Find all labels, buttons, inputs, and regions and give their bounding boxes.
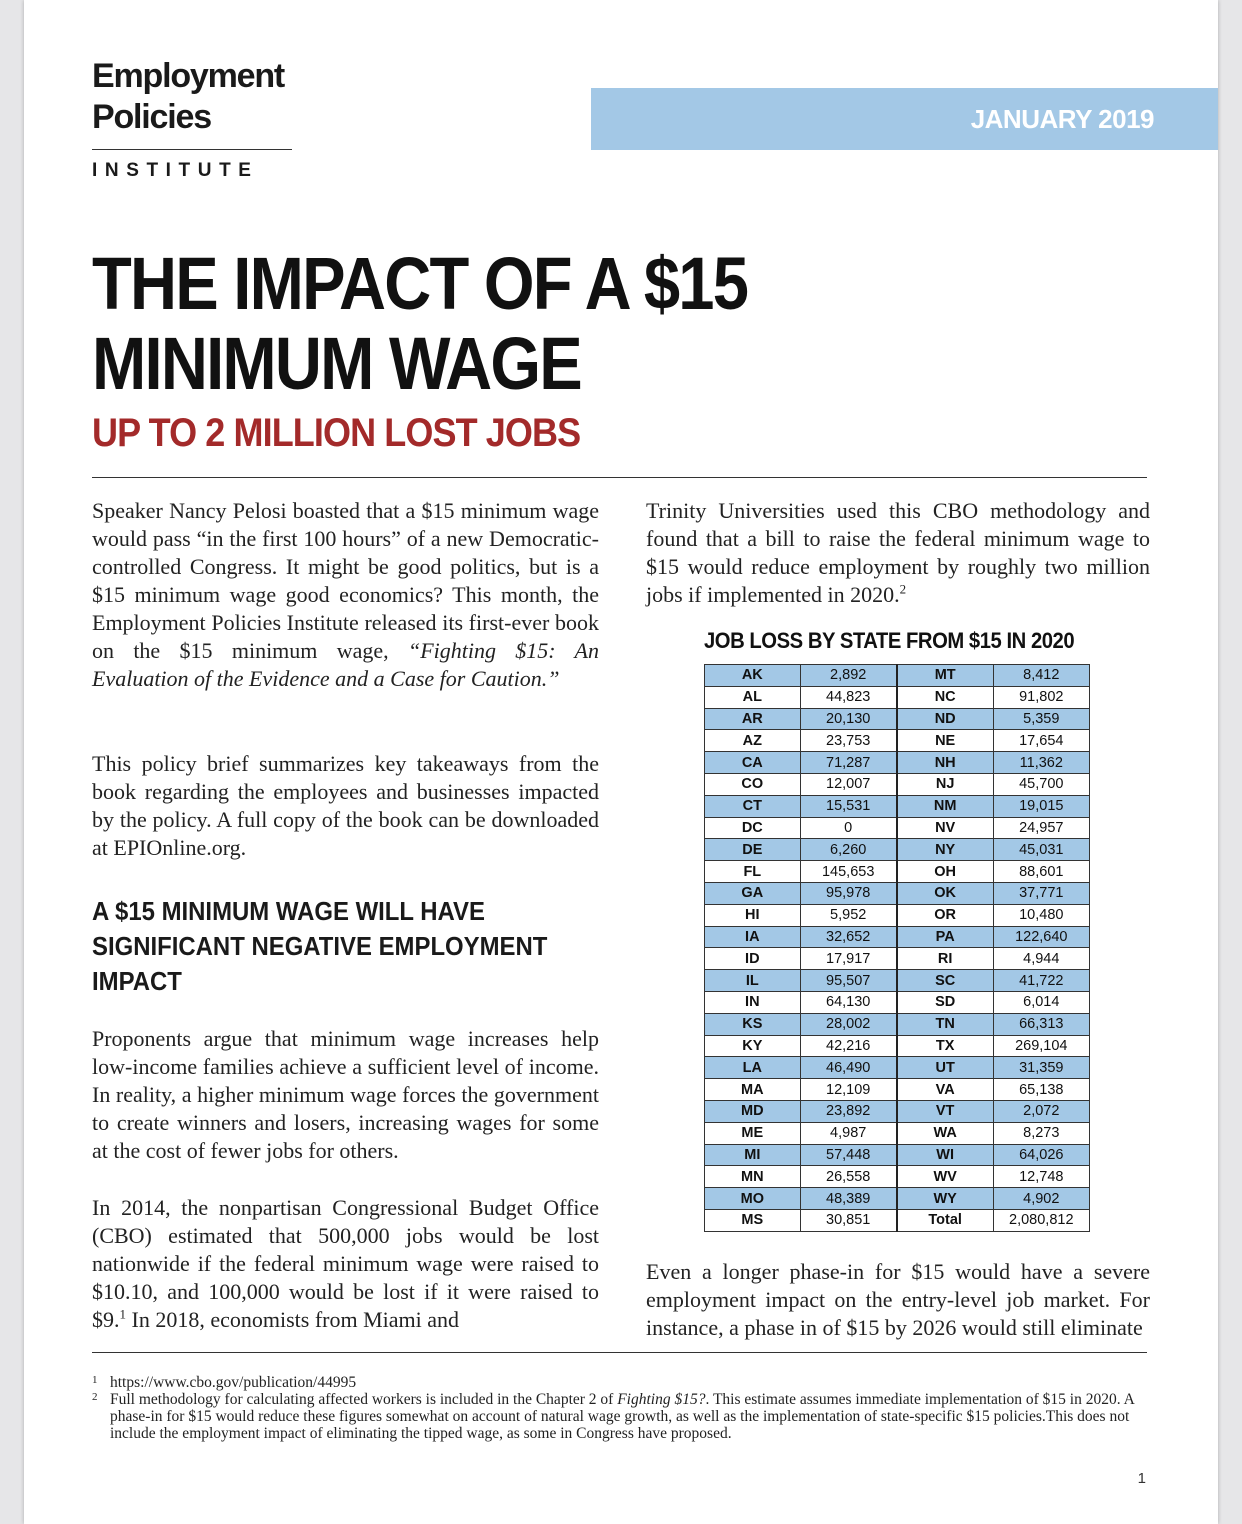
table-row — [705, 708, 1090, 730]
trinity-text: Trinity Universities used this CBO methodology and found that a bill to raise the federal minimum wage to $15 would reduce employment by roughly two million jobs if implemented in 2020. — [646, 498, 1150, 607]
state-cell: MA — [705, 1079, 801, 1101]
state-cell: KY — [705, 1035, 801, 1057]
footnote-2-text-a: Full methodology for calculating affected workers is included in the Chapter 2 of — [110, 1391, 618, 1408]
state-cell: UT — [897, 1057, 993, 1079]
table-row — [705, 839, 1090, 861]
job-loss-cell: 44,823 — [800, 686, 897, 708]
state-cell: VT — [897, 1100, 993, 1122]
footnote-1-number: 1 — [92, 1374, 98, 1386]
logo-rule — [92, 149, 292, 150]
proponents-paragraph: Proponents argue that minimum wage increases help low-income families achieve a sufficient level of income. In reality, a higher minimum wage forces the government to create winners and losers, increasing wages for some at the cost of fewer jobs for others. — [92, 1026, 599, 1163]
job-loss-cell: 45,031 — [993, 839, 1089, 861]
job-loss-cell: 0 — [800, 817, 897, 839]
cbo-block — [92, 1194, 599, 1334]
job-loss-cell: 17,917 — [800, 948, 897, 970]
state-cell: AR — [705, 708, 801, 730]
epi-logo — [92, 56, 297, 182]
table-row — [705, 686, 1090, 708]
table-row — [705, 991, 1090, 1013]
state-cell: PA — [897, 926, 993, 948]
table-row — [705, 665, 1090, 687]
job-loss-cell: 145,653 — [800, 861, 897, 883]
section-heading: A $15 MINIMUM WAGE WILL HAVE SIGNIFICANT NEGATIVE EMPLOYMENT IMPACT — [92, 896, 548, 996]
table-row — [705, 730, 1090, 752]
job-loss-cell: 2,080,812 — [993, 1209, 1089, 1231]
state-cell: CO — [705, 773, 801, 795]
table-row — [705, 752, 1090, 774]
state-cell: Total — [897, 1209, 993, 1231]
job-loss-cell: 122,640 — [993, 926, 1089, 948]
job-loss-cell: 95,978 — [800, 882, 897, 904]
logo-line-1: Employment — [92, 57, 285, 95]
state-cell: MI — [705, 1144, 801, 1166]
state-cell: IA — [705, 926, 801, 948]
state-cell: NM — [897, 795, 993, 817]
summary-paragraph: This policy brief summarizes key takeaways from the book regarding the employees and businesses impacted by the policy. A full copy of the book can be downloaded at EPIOnline.org. — [92, 751, 599, 860]
job-loss-cell: 15,531 — [800, 795, 897, 817]
date-banner — [591, 88, 1218, 150]
job-loss-cell: 19,015 — [993, 795, 1089, 817]
cbo-paragraph — [92, 1194, 599, 1334]
job-loss-cell: 12,109 — [800, 1079, 897, 1101]
right-column — [646, 497, 1150, 609]
job-loss-cell: 8,412 — [993, 665, 1089, 687]
state-cell: KS — [705, 1013, 801, 1035]
footnote-2-italic: Fighting $15? — [617, 1391, 706, 1408]
divider-bottom — [92, 1352, 1147, 1353]
footnote-ref-1: 1 — [119, 1306, 126, 1322]
job-loss-cell: 30,851 — [800, 1209, 897, 1231]
footnote-2-text-b: . This estimate assumes immediate implementation of $15 in 2020. A phase-in for $15 would reduce these figures somewhat on account of natural wage growth, as well as the implementation of state-specific $15 policies.This does not include the employment impact of eliminating the tipped wage, as some in Congress have proposed. — [110, 1391, 1134, 1442]
state-cell: MN — [705, 1166, 801, 1188]
state-cell: SD — [897, 991, 993, 1013]
state-cell: OH — [897, 861, 993, 883]
state-cell: NV — [897, 817, 993, 839]
intro-paragraph — [92, 497, 599, 693]
state-cell: ID — [705, 948, 801, 970]
state-cell: IN — [705, 991, 801, 1013]
title-line-2: MINIMUM WAGE — [92, 322, 581, 405]
state-cell: ME — [705, 1122, 801, 1144]
job-loss-cell: 64,130 — [800, 991, 897, 1013]
state-cell: TX — [897, 1035, 993, 1057]
logo-line-3: INSTITUTE — [92, 160, 259, 181]
state-cell: MD — [705, 1100, 801, 1122]
table-row — [705, 1035, 1090, 1057]
job-loss-cell: 91,802 — [993, 686, 1089, 708]
summary-block — [92, 750, 599, 862]
state-cell: NH — [897, 752, 993, 774]
table-row — [705, 1188, 1090, 1210]
state-cell: RI — [897, 948, 993, 970]
state-cell: MO — [705, 1188, 801, 1210]
job-loss-cell: 65,138 — [993, 1079, 1089, 1101]
state-cell: WV — [897, 1166, 993, 1188]
state-cell: IL — [705, 970, 801, 992]
page-subtitle: UP TO 2 MILLION LOST JOBS — [92, 411, 581, 455]
table-row — [705, 926, 1090, 948]
state-cell: AZ — [705, 730, 801, 752]
job-loss-cell: 6,014 — [993, 991, 1089, 1013]
job-loss-cell: 46,490 — [800, 1057, 897, 1079]
table-row — [705, 1166, 1090, 1188]
state-cell: GA — [705, 882, 801, 904]
logo-line-2: Policies — [92, 98, 211, 136]
table-row — [705, 1209, 1090, 1231]
job-loss-cell: 11,362 — [993, 752, 1089, 774]
job-loss-cell: 48,389 — [800, 1188, 897, 1210]
job-loss-cell: 37,771 — [993, 882, 1089, 904]
page-title — [92, 244, 747, 404]
state-cell: MS — [705, 1209, 801, 1231]
left-column — [92, 497, 599, 693]
table-row — [705, 1122, 1090, 1144]
book-title: “Fighting $15: An Evaluation of the Evidence and a Case for Caution.” — [92, 638, 599, 691]
phase-in-block — [646, 1258, 1150, 1342]
state-cell: WA — [897, 1122, 993, 1144]
title-line-1: THE IMPACT OF A $15 — [92, 242, 748, 325]
job-loss-cell: 32,652 — [800, 926, 897, 948]
state-cell: OR — [897, 904, 993, 926]
job-loss-cell: 4,987 — [800, 1122, 897, 1144]
state-cell: OK — [897, 882, 993, 904]
footnote-1 — [92, 1374, 1150, 1391]
page-number: 1 — [1137, 1470, 1146, 1487]
state-cell: NJ — [897, 773, 993, 795]
table-row — [705, 861, 1090, 883]
job-loss-cell: 45,700 — [993, 773, 1089, 795]
state-cell: DE — [705, 839, 801, 861]
state-cell: TN — [897, 1013, 993, 1035]
state-cell: NY — [897, 839, 993, 861]
table-row — [705, 1100, 1090, 1122]
footnote-1-link[interactable]: https://www.cbo.gov/publication/44995 — [110, 1374, 357, 1391]
table-row — [705, 1079, 1090, 1101]
date-label: JANUARY 2019 — [970, 104, 1154, 134]
state-cell: AL — [705, 686, 801, 708]
job-loss-cell: 64,026 — [993, 1144, 1089, 1166]
state-cell: AK — [705, 665, 801, 687]
job-loss-cell: 26,558 — [800, 1166, 897, 1188]
footnote-ref-2: 2 — [899, 581, 907, 597]
proponents-block — [92, 1025, 599, 1165]
job-loss-cell: 24,957 — [993, 817, 1089, 839]
state-cell: WI — [897, 1144, 993, 1166]
phase-in-paragraph: Even a longer phase-in for $15 would have a severe employment impact on the entry-level job market. For instance, a phase in of $15 by 2026 would still eliminate — [646, 1259, 1150, 1340]
job-loss-cell: 31,359 — [993, 1057, 1089, 1079]
job-loss-cell: 23,753 — [800, 730, 897, 752]
table-row — [705, 1013, 1090, 1035]
job-loss-cell: 5,359 — [993, 708, 1089, 730]
table-row — [705, 970, 1090, 992]
table-title: JOB LOSS BY STATE FROM $15 IN 2020 — [704, 628, 1075, 653]
table-row — [705, 1057, 1090, 1079]
table-row — [705, 773, 1090, 795]
job-loss-cell: 4,902 — [993, 1188, 1089, 1210]
state-cell: ND — [897, 708, 993, 730]
job-loss-cell: 5,952 — [800, 904, 897, 926]
state-cell: MT — [897, 665, 993, 687]
table-row — [705, 817, 1090, 839]
intro-text: Speaker Nancy Pelosi boasted that a $15 minimum wage would pass “in the first 100 hours” of a new Democratic-controlled Congress. It might be good politics, but is a $15 minimum wage good economics? This month, the Employment Policies Institute released its first-ever book on the $15 minimum wage, — [92, 498, 599, 663]
table-row — [705, 904, 1090, 926]
job-loss-cell: 57,448 — [800, 1144, 897, 1166]
job-loss-cell: 2,072 — [993, 1100, 1089, 1122]
job-loss-cell: 17,654 — [993, 730, 1089, 752]
job-loss-cell: 8,273 — [993, 1122, 1089, 1144]
job-loss-cell: 10,480 — [993, 904, 1089, 926]
job-loss-cell: 12,748 — [993, 1166, 1089, 1188]
divider-top — [92, 477, 1147, 478]
state-cell: VA — [897, 1079, 993, 1101]
job-loss-cell: 66,313 — [993, 1013, 1089, 1035]
footnote-2 — [92, 1391, 1150, 1442]
job-loss-cell: 20,130 — [800, 708, 897, 730]
job-loss-cell: 71,287 — [800, 752, 897, 774]
job-loss-cell: 88,601 — [993, 861, 1089, 883]
state-cell: NE — [897, 730, 993, 752]
state-cell: FL — [705, 861, 801, 883]
cbo-text-2: In 2018, economists from Miami and — [126, 1307, 460, 1332]
table-row — [705, 882, 1090, 904]
job-loss-cell: 269,104 — [993, 1035, 1089, 1057]
state-cell: DC — [705, 817, 801, 839]
job-loss-cell: 4,944 — [993, 948, 1089, 970]
job-loss-cell: 2,892 — [800, 665, 897, 687]
state-cell: CT — [705, 795, 801, 817]
job-loss-cell: 95,507 — [800, 970, 897, 992]
job-loss-cell: 23,892 — [800, 1100, 897, 1122]
table-row — [705, 795, 1090, 817]
footnotes — [92, 1374, 1150, 1442]
cbo-text-1: In 2014, the nonpartisan Congressional Budget Office (CBO) estimated that 500,000 jobs would be lost nationwide if the federal minimum wage were raised to $10.10, and 100,000 would be lost if it were raised to $9. — [92, 1195, 599, 1332]
table-row — [705, 1144, 1090, 1166]
job-loss-cell: 28,002 — [800, 1013, 897, 1035]
state-cell: WY — [897, 1188, 993, 1210]
job-loss-cell: 6,260 — [800, 839, 897, 861]
document-page — [24, 0, 1218, 1524]
job-loss-table — [704, 664, 1090, 1232]
table-row — [705, 948, 1090, 970]
state-cell: HI — [705, 904, 801, 926]
state-cell: CA — [705, 752, 801, 774]
job-loss-cell: 12,007 — [800, 773, 897, 795]
job-loss-cell: 41,722 — [993, 970, 1089, 992]
footnote-2-number: 2 — [92, 1391, 98, 1403]
state-cell: SC — [897, 970, 993, 992]
state-cell: LA — [705, 1057, 801, 1079]
trinity-paragraph — [646, 497, 1150, 609]
job-loss-cell: 42,216 — [800, 1035, 897, 1057]
state-cell: NC — [897, 686, 993, 708]
